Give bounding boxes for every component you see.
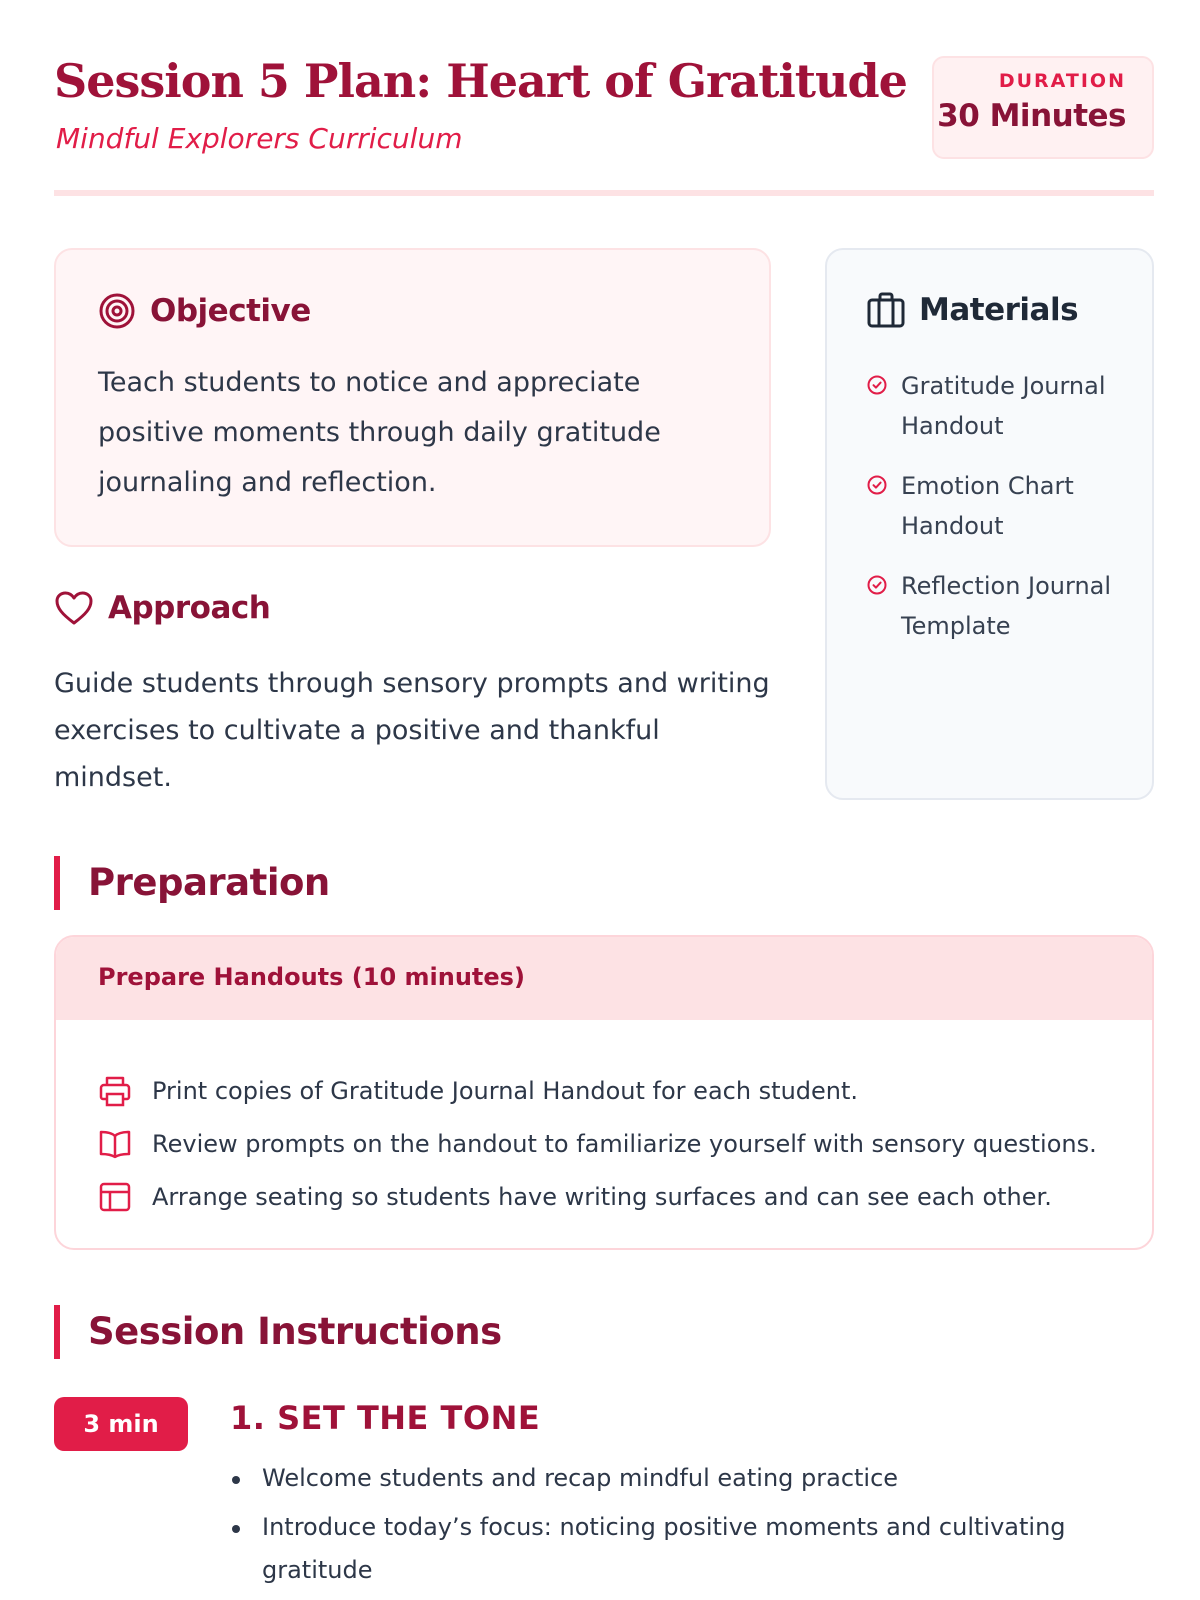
preparation-card-title: Prepare Handouts (10 minutes) [56,937,1152,1020]
layout-icon [98,1181,132,1213]
preparation-item-label: Review prompts on the handout to familiarize yourself with sensory questions. [152,1129,1097,1158]
duration-box [932,56,1154,159]
list-item [867,566,1137,646]
printer-icon [98,1075,132,1107]
preparation-card [54,935,1154,1250]
objective-text: Teach students to notice and appreciate positive moments through daily gratitude journaling and reflection. [98,367,661,498]
list-item [867,466,1137,546]
time-badge: 3 min [54,1397,188,1451]
list-item [98,1064,1152,1117]
material-label: Gratitude Journal Handout [901,372,1106,440]
briefcase-icon [867,292,905,328]
list-item: Welcome students and recap mindful eating practice [262,1457,1122,1500]
objective-card [54,248,771,547]
page-subtitle: Mindful Explorers Curriculum [56,122,463,155]
preparation-list [56,1020,1152,1223]
list-item [867,366,1137,446]
materials-heading [867,292,1078,328]
duration-value: 30 Minutes [937,98,1126,134]
check-circle-icon [867,375,887,395]
page-title: Session 5 Plan: Heart of Gratitude [54,54,907,108]
materials-list [867,366,1137,666]
materials-label: Materials [919,292,1079,328]
approach-text: Guide students through sensory prompts and writing exercises to cultivate a positive and thankful mindset. [54,668,770,793]
list-item [98,1117,1152,1170]
check-circle-icon [867,575,887,595]
preparation-item-label: Print copies of Gratitude Journal Handout for each student. [152,1076,859,1105]
step-title: 1. SET THE TONE [230,1399,541,1437]
material-label: Reflection Journal Template [901,572,1112,640]
approach-heading [54,590,270,626]
page-header [54,50,1154,196]
objective-label: Objective [150,293,311,329]
objective-heading [98,292,311,330]
approach-label: Approach [108,590,271,626]
target-icon [98,292,136,330]
material-label: Emotion Chart Handout [901,472,1074,540]
duration-label: DURATION [998,70,1126,92]
list-item: Introduce today’s focus: noticing positive moments and cultivating gratitude [262,1506,1122,1592]
book-open-icon [98,1129,132,1159]
preparation-heading: Preparation [54,856,330,910]
preparation-item-label: Arrange seating so students have writing surfaces and can see each other. [152,1182,1052,1211]
heart-icon [54,590,94,626]
step-points [262,1457,1122,1598]
check-circle-icon [867,475,887,495]
materials-card [825,248,1154,800]
list-item [98,1170,1152,1223]
instructions-heading: Session Instructions [54,1305,502,1359]
